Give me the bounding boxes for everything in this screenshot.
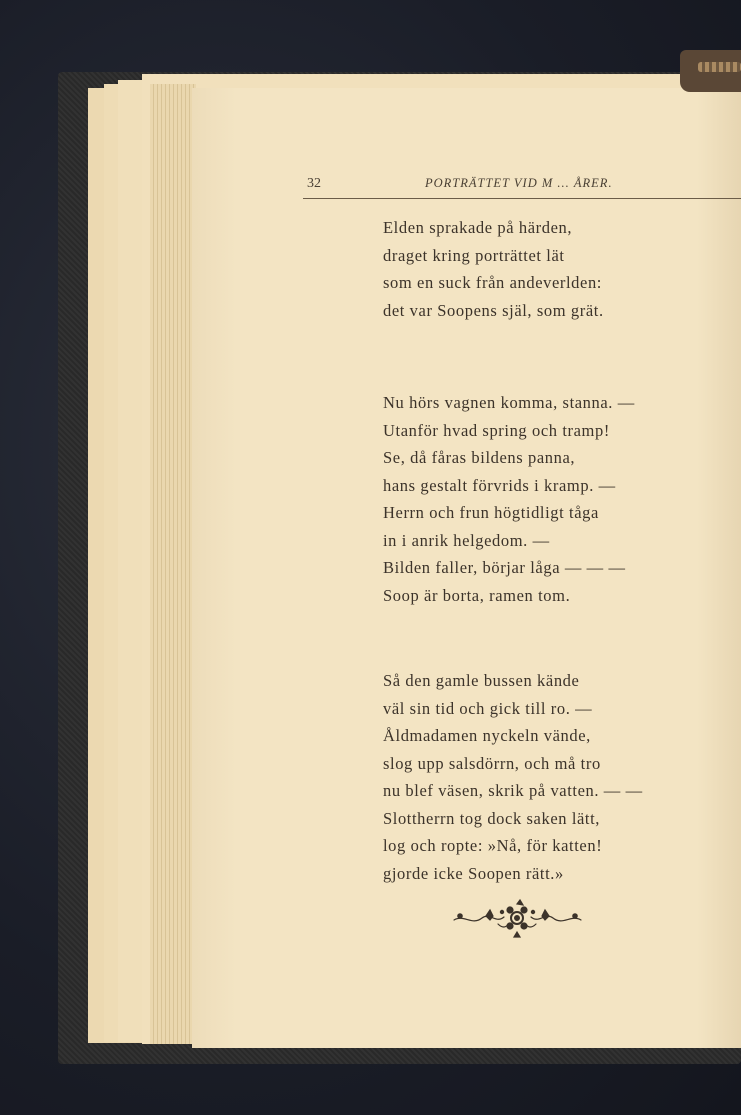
poem-line: gjorde icke Soopen rätt.»	[383, 863, 564, 883]
poem-line: Se, då fåras bildens panna,	[383, 448, 576, 467]
poem-line: hans gestalt förvrids i kramp. —	[383, 475, 616, 495]
poem-line: Så den gamle bussen kände	[383, 671, 580, 690]
page-edges	[150, 84, 196, 1044]
poem-line: det var Soopens själ, som grät.	[383, 300, 604, 320]
poem-line: väl sin tid och gick till ro. —	[383, 698, 593, 718]
book-clasp-icon	[680, 50, 741, 92]
poem-line: log och ropte: »Nå, för katten!	[383, 836, 603, 855]
stanza	[383, 214, 604, 324]
header-rule	[303, 198, 741, 199]
poem-line: in i anrik helgedom. —	[383, 530, 550, 550]
poem-line: Elden sprakade på härden,	[383, 218, 573, 237]
poem-line: Bilden faller, börjar låga — — —	[383, 558, 626, 577]
page-header	[303, 174, 741, 196]
poem-line: Nu hörs vagnen komma, stanna. —	[383, 393, 635, 412]
poem-line: slog upp salsdörrn, och må tro	[383, 753, 601, 773]
poem-line: Soop är borta, ramen tom.	[383, 585, 571, 605]
poem-line: Slottherrn tog dock saken lätt,	[383, 808, 601, 828]
poem-line: som en suck från andeverlden:	[383, 273, 602, 292]
poem-line: Åldmadamen nyckeln vände,	[383, 726, 591, 745]
floral-tailpiece-icon	[450, 898, 585, 940]
stanza	[383, 389, 635, 609]
running-title: PORTRÄTTET VID M ... ÅRER.	[425, 176, 613, 190]
poem-line: Herrn och frun högtidligt tåga	[383, 503, 599, 522]
poem-line: draget kring porträttet lät	[383, 245, 565, 265]
stanza	[383, 667, 643, 887]
poem-line: nu blef väsen, skrik på vatten. — —	[383, 781, 643, 800]
poem-line: Utanför hvad spring och tramp!	[383, 420, 610, 440]
page-number: 32	[307, 176, 321, 191]
